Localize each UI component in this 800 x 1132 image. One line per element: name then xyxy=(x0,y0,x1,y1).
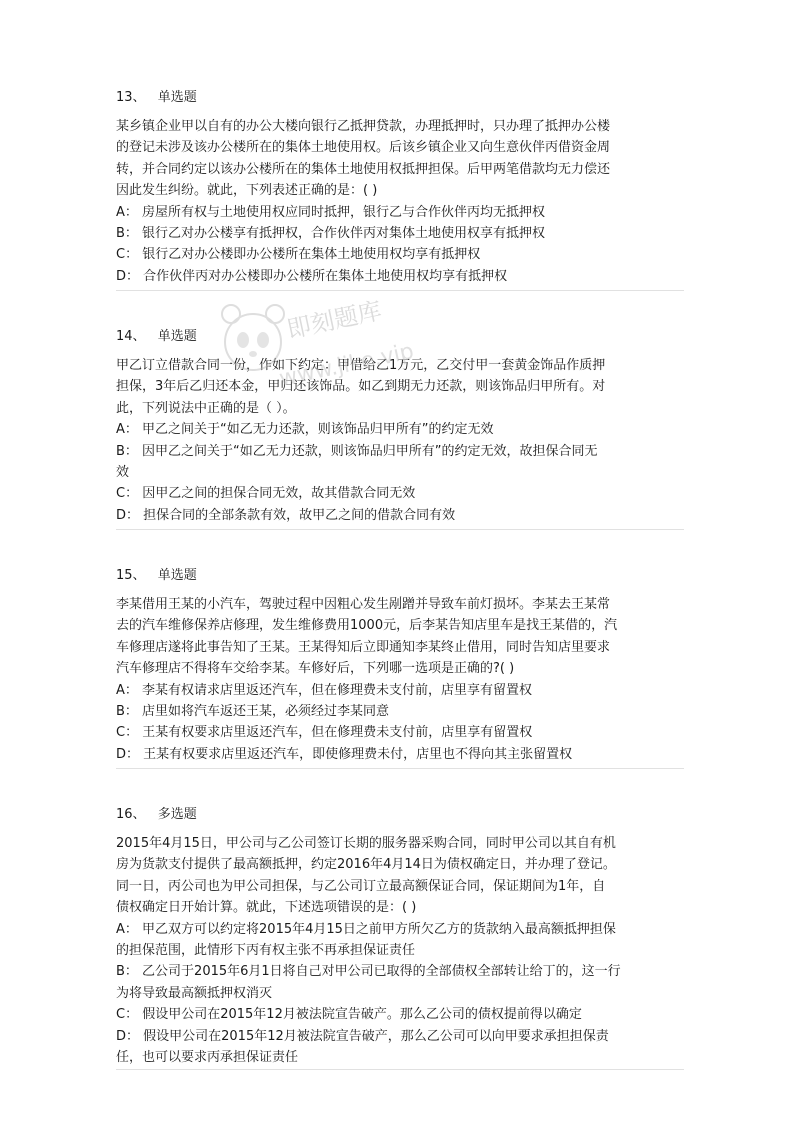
question-stem-line: 去的汽车维修保养店修理，发生维修费用1000元，后李某告知店里车是找王某借的，汽 xyxy=(116,618,618,634)
option-a: A： 甲乙之间关于“如乙无力还款，则该饰品归甲所有”的约定无效 xyxy=(116,422,494,438)
question-body xyxy=(116,594,686,765)
option-a: A： 甲乙双方可以约定将2015年4月15日之前甲方所欠乙方的货款纳入最高额抵押担保 xyxy=(116,921,616,937)
option-c: C： 因甲乙之间的担保合同无效，故其借款合同无效 xyxy=(116,486,416,502)
question-stem-line: 2015年4月15日，甲公司与乙公司签订长期的服务器采购合同，同时甲公司以其自有机 xyxy=(116,836,616,851)
question-stem-line: 同一日，丙公司也为甲公司担保，与乙公司订立最高额保证合同，保证期间为1年，自 xyxy=(116,878,606,894)
question-stem-line: 此，下列说法中正确的是（ ）。 xyxy=(116,400,296,416)
option-b: B： 银行乙对办公楼享有抵押权，合作伙伴丙对集体土地使用权享有抵押权 xyxy=(116,226,546,242)
divider xyxy=(116,1069,684,1070)
question-header xyxy=(116,566,686,586)
question-header xyxy=(116,88,686,108)
option-a-continued: 的担保范围，此情形下丙有权主张不再承担保证责任 xyxy=(116,943,416,959)
question-body xyxy=(116,355,686,526)
option-b: B： 因甲乙之间关于“如乙无力还款，则该饰品归甲所有”的约定无效，故担保合同无 xyxy=(116,443,598,459)
question-stem-line: 某乡镇企业甲以自有的办公大楼向银行乙抵押贷款，办理抵押时，只办理了抵押办公楼 xyxy=(116,119,611,134)
option-d: D： 假设甲公司在2015年12月被法院宣告破产，那么乙公司可以向甲要求承担担保责 xyxy=(116,1028,609,1044)
question-header xyxy=(116,327,686,347)
option-b: B： 店里如将汽车返还王某，必须经过李某同意 xyxy=(116,704,390,720)
question-type: 多选题 xyxy=(157,807,197,822)
option-b-continued: 效 xyxy=(116,465,130,481)
question-body xyxy=(116,833,686,1068)
question-header xyxy=(116,805,686,825)
option-b: B： 乙公司于2015年6月1日将自己对甲公司已取得的全部债权全部转让给丁的，这一行 xyxy=(116,964,621,980)
option-d: D： 担保合同的全部条款有效，故甲乙之间的借款合同有效 xyxy=(116,507,456,523)
question-number: 15、 xyxy=(116,568,146,583)
question-13 xyxy=(116,88,686,287)
option-a: A： 李某有权请求店里返还汽车，但在修理费未支付前，店里享有留置权 xyxy=(116,682,533,698)
question-stem-line: 担保，3年后乙归还本金，甲归还该饰品。如乙到期无力还款，则该饰品归甲所有。对 xyxy=(116,379,606,395)
question-stem-line: 债权确定日开始计算。就此，下述选项错误的是：( ) xyxy=(116,900,417,916)
question-14 xyxy=(116,327,686,526)
option-a: A： 房屋所有权与土地使用权应同时抵押，银行乙与合作伙伴丙均无抵押权 xyxy=(116,204,546,220)
question-type: 单选题 xyxy=(157,329,197,344)
question-stem-line: 车修理店遂将此事告知了王某。王某得知后立即通知李某终止借用，同时告知店里要求 xyxy=(116,639,611,655)
option-c: C： 假设甲公司在2015年12月被法院宣告破产。那么乙公司的债权提前得以确定 xyxy=(116,1007,582,1023)
watermark-brand: 即刻题库 xyxy=(284,296,385,344)
divider xyxy=(116,529,684,530)
option-b-continued: 为将导致最高额抵押权消灭 xyxy=(116,985,273,1001)
question-number: 13、 xyxy=(116,90,146,105)
question-stem-line: 因此发生纠纷。就此，下列表述正确的是：( ) xyxy=(116,183,378,199)
question-15 xyxy=(116,566,686,765)
question-stem-line: 汽车修理店不得将车交给李某。车修好后，下列哪一选项是正确的?( ) xyxy=(116,661,515,677)
watermark-url: www.jike.vip xyxy=(277,338,417,392)
question-type: 单选题 xyxy=(157,568,197,583)
question-stem-line: 转，并合同约定以该办公楼所在的集体土地使用权抵押担保。后甲两笔借款均无力偿还 xyxy=(116,161,611,177)
question-stem-line: 李某借用王某的小汽车，驾驶过程中因粗心发生剐蹭并导致车前灯损坏。李某去王某常 xyxy=(116,597,611,612)
question-number: 14、 xyxy=(116,329,146,344)
option-d: D： 合作伙伴丙对办公楼即办公楼所在集体土地使用权均享有抵押权 xyxy=(116,268,508,284)
question-stem-line: 房为货款支付提供了最高额抵押，约定2016年4月14日为债权确定日，并办理了登记。 xyxy=(116,857,616,873)
option-d: D： 王某有权要求店里返还汽车，即使修理费未付，店里也不得向其主张留置权 xyxy=(116,746,573,762)
question-body xyxy=(116,116,686,287)
question-stem-line: 的登记未涉及该办公楼所在的集体土地使用权。后该乡镇企业又向生意伙伴丙借资金周 xyxy=(116,140,611,156)
question-16 xyxy=(116,805,686,1068)
question-stem-line: 甲乙订立借款合同一份，作如下约定：甲借给乙1万元，乙交付甲一套黄金饰品作质押 xyxy=(116,358,606,373)
question-type: 单选题 xyxy=(157,90,197,105)
option-c: C： 银行乙对办公楼即办公楼所在集体土地使用权均享有抵押权 xyxy=(116,247,481,263)
option-c: C： 王某有权要求店里返还汽车，但在修理费未支付前，店里享有留置权 xyxy=(116,725,533,741)
divider xyxy=(116,768,684,769)
divider xyxy=(116,290,684,291)
option-d-continued: 任，也可以要求丙承担保证责任 xyxy=(116,1050,299,1066)
question-number: 16、 xyxy=(116,807,146,822)
